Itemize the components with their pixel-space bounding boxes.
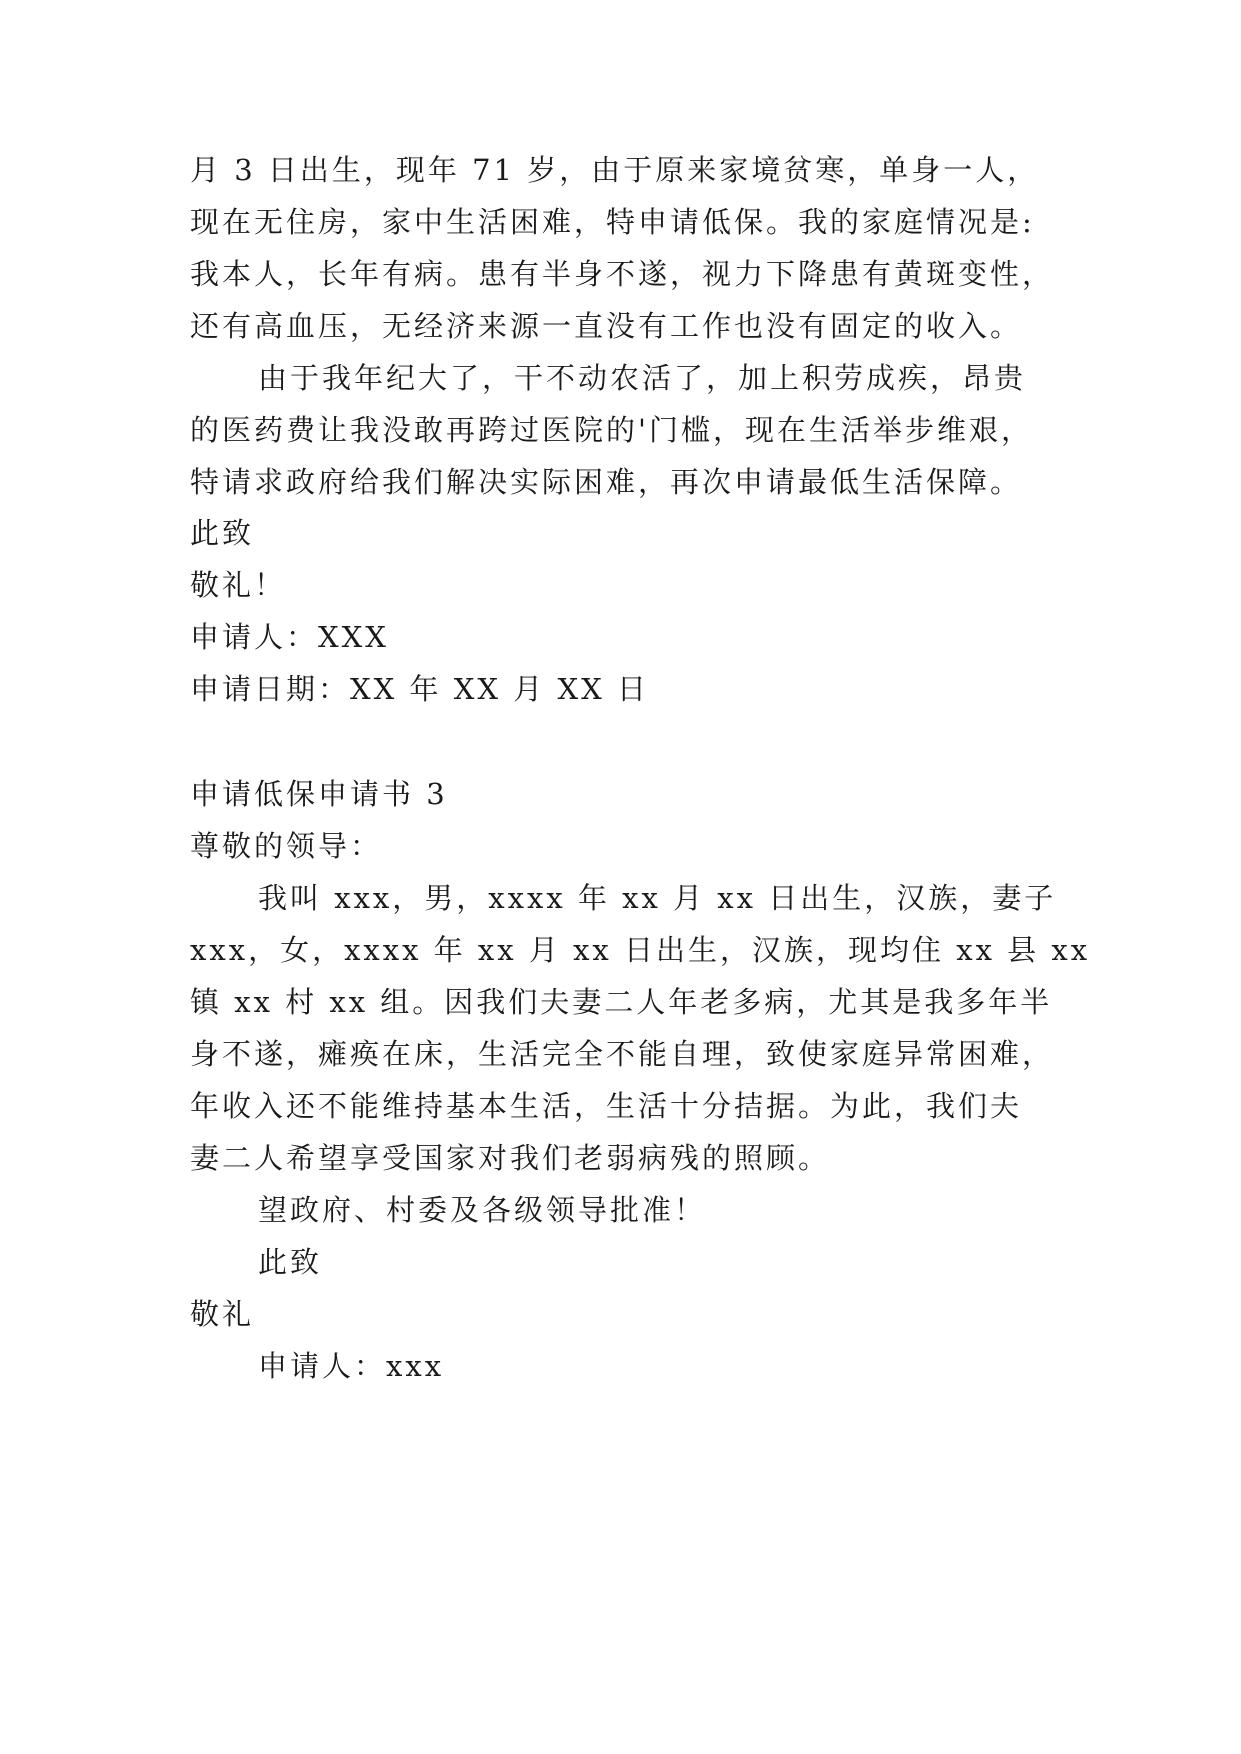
request-line: 望政府、村委及各级领导批准！ xyxy=(258,1193,707,1227)
body-line: 年收入还不能维持基本生活，生活十分拮据。为此，我们夫 xyxy=(190,1089,1023,1123)
body-line: 由于我年纪大了，干不动农活了，加上积劳成疾，昂贵 xyxy=(258,361,1027,395)
date-line: 申请日期：XX 年 XX 月 XX 日 xyxy=(190,672,649,706)
closing-text: 此致 xyxy=(258,1245,323,1279)
applicant-line: 申请人：XXX xyxy=(190,620,389,654)
closing-text: 此致 xyxy=(190,516,255,550)
body-line: 月 3 日出生，现年 71 岁，由于原来家境贫寒，单身一人， xyxy=(190,153,1040,187)
body-line: 特请求政府给我们解决实际困难，再次申请最低生活保障。 xyxy=(190,465,1023,499)
salutation-text: 敬礼！ xyxy=(190,568,287,602)
document-title: 申请低保申请书 3 xyxy=(190,777,448,811)
applicant-line: 申请人：xxx xyxy=(258,1349,445,1383)
body-line: 我本人，长年有病。患有半身不遂，视力下降患有黄斑变性， xyxy=(190,257,1055,291)
greeting-line: 尊敬的领导： xyxy=(190,829,383,863)
body-line: 我叫 xxx，男，xxxx 年 xx 月 xx 日出生，汉族，妻子 xyxy=(258,881,1057,915)
body-line: 的医药费让我没敢再跨过医院的'门槛，现在生活举步维艰， xyxy=(190,413,1033,447)
body-line: 现在无住房，家中生活困难，特申请低保。我的家庭情况是: xyxy=(190,205,1035,239)
body-line: 还有高血压，无经济来源一直没有工作也没有固定的收入。 xyxy=(190,309,1023,343)
body-line: xxx，女，xxxx 年 xx 月 xx 日出生，汉族，现均住 xx 县 xx xyxy=(190,933,1091,967)
body-line: 身不遂，瘫痪在床，生活完全不能自理，致使家庭异常困难， xyxy=(190,1037,1055,1071)
salutation-text: 敬礼 xyxy=(190,1297,255,1331)
body-line: 镇 xx 村 xx 组。因我们夫妻二人年老多病，尤其是我多年半 xyxy=(190,985,1053,1019)
body-line: 妻二人希望享受国家对我们老弱病残的照顾。 xyxy=(190,1141,831,1175)
